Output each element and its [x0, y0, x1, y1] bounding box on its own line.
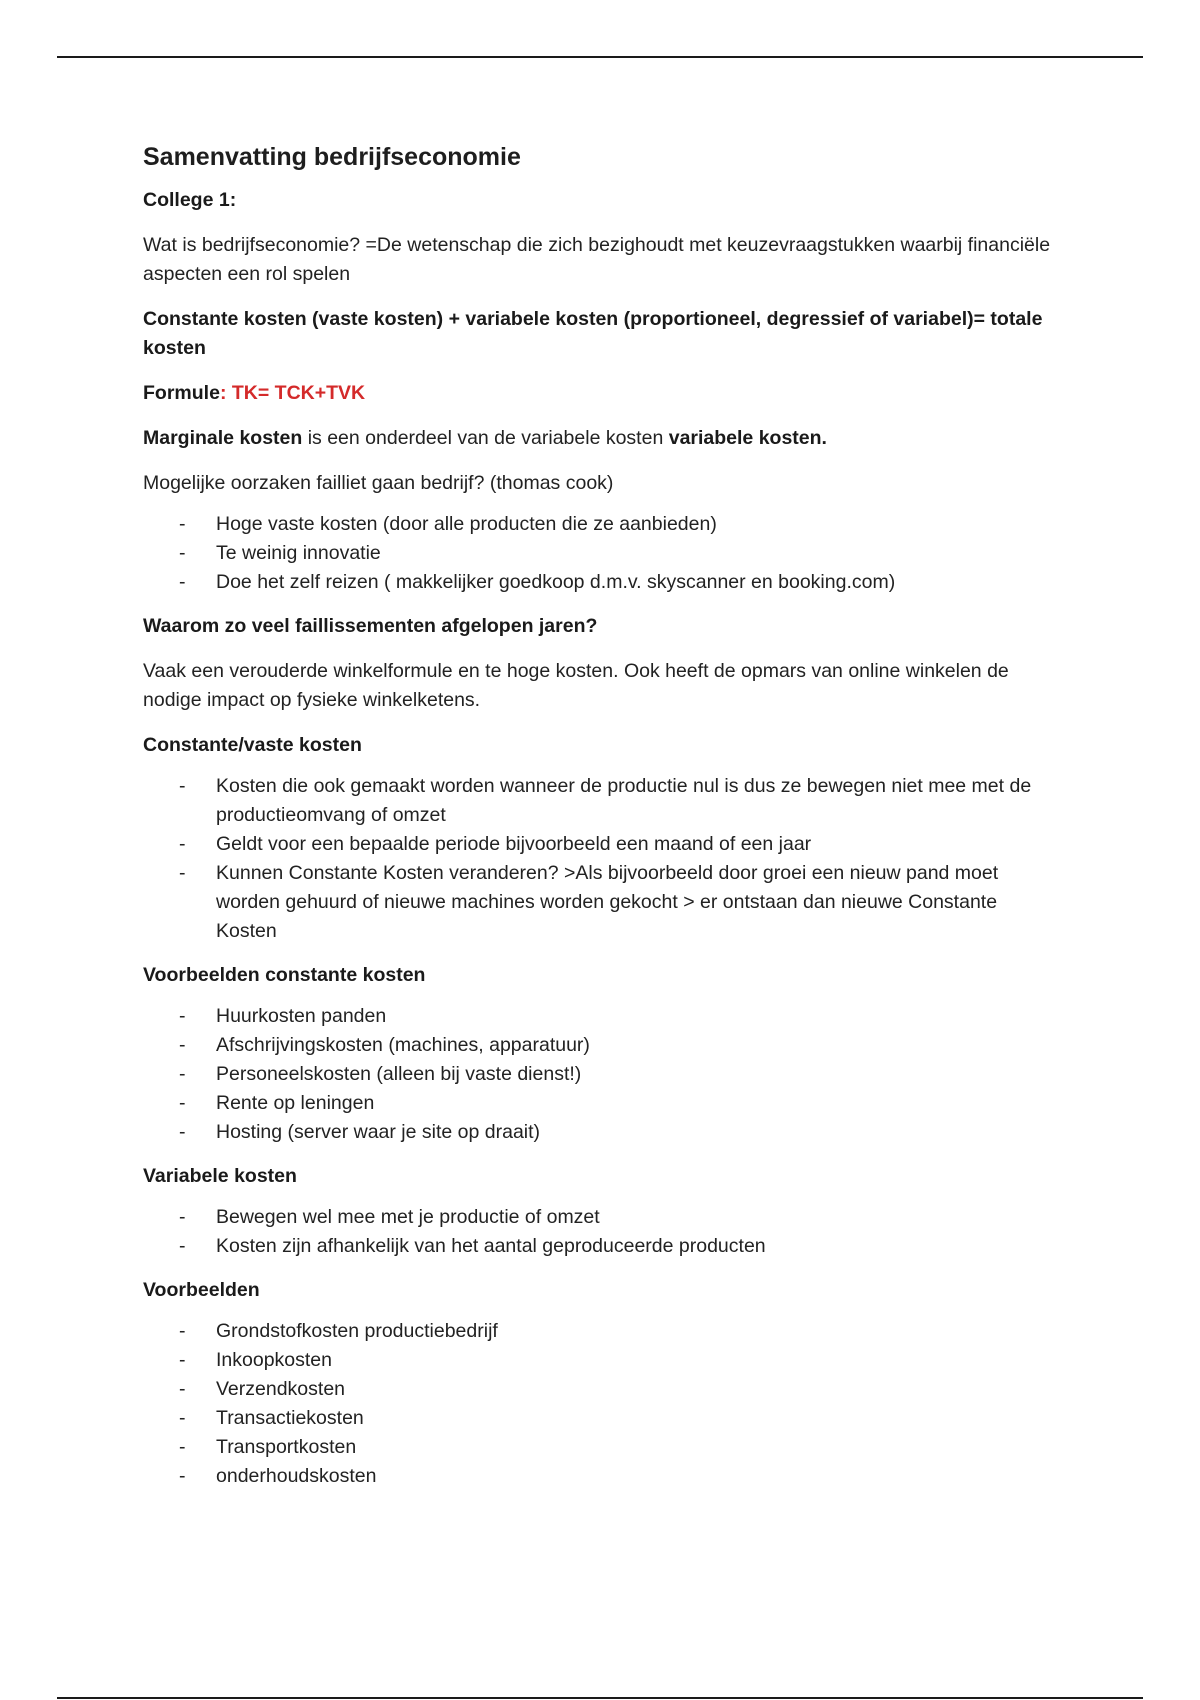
list-item: - Personeelskosten (alleen bij vaste dienst!)	[143, 1060, 1063, 1089]
list-item: - Grondstofkosten productiebedrijf	[143, 1317, 1063, 1346]
list-item: - Kunnen Constante Kosten veranderen? >Als bijvoorbeeld door groei een nieuw pand moet worden gehuurd of nieuwe machines worden gekocht > er ontstaan dan nieuwe Constante Kosten	[143, 859, 1063, 946]
vaste-kosten-heading: Constante/vaste kosten	[143, 734, 362, 756]
variabele-kosten-list	[143, 1203, 1063, 1261]
list-item: - Kosten zijn afhankelijk van het aantal geproduceerde producten	[143, 1232, 1063, 1261]
list-item: - Kosten die ook gemaakt worden wanneer de productie nul is dus ze bewegen niet mee met de productieomvang of omzet	[143, 772, 1063, 830]
list-item: - Transactiekosten	[143, 1404, 1063, 1433]
document-title: Samenvatting bedrijfseconomie	[143, 143, 521, 171]
header-rule	[57, 56, 1143, 58]
voorbeelden-constante-list	[143, 1002, 1063, 1147]
formule-formula: TK= TCK+TVK	[226, 382, 366, 404]
marginale-text: is een onderdeel van de variabele kosten	[302, 427, 669, 449]
list-item: - Verzendkosten	[143, 1375, 1063, 1404]
intro-paragraph: Wat is bedrijfseconomie? =De wetenschap die zich bezighoudt met keuzevraagstukken waarbij financiële aspecten een rol spelen	[143, 234, 1051, 285]
list-item: - Geldt voor een bepaalde periode bijvoorbeeld een maand of een jaar	[143, 830, 1063, 859]
voorbeelden-constante-heading: Voorbeelden constante kosten	[143, 964, 426, 986]
list-item: - Hosting (server waar je site op draait)	[143, 1118, 1063, 1147]
faillissementen-heading: Waarom zo veel faillissementen afgelopen jaren?	[143, 615, 598, 637]
vaste-kosten-list	[143, 772, 1063, 946]
list-item: - Afschrijvingskosten (machines, apparatuur)	[143, 1031, 1063, 1060]
formule-line	[143, 379, 1063, 408]
college-heading: College 1:	[143, 189, 237, 211]
document-body	[143, 140, 1063, 1506]
faillissementen-paragraph: Vaak een verouderde winkelformule en te hoge kosten. Ook heeft de opmars van online winkelen de nodige impact op fysieke winkelketens.	[143, 660, 1009, 711]
constante-formula-line: Constante kosten (vaste kosten) + variabele kosten (proportioneel, degressief of variabel)= totale kosten	[143, 308, 1043, 359]
list-item: - Doe het zelf reizen ( makkelijker goedkoop d.m.v. skyscanner en booking.com)	[143, 568, 1063, 597]
voorbeelden-heading: Voorbeelden	[143, 1279, 260, 1301]
marginale-paragraph	[143, 424, 1063, 453]
list-item: - Bewegen wel mee met je productie of omzet	[143, 1203, 1063, 1232]
formule-colon: :	[219, 382, 227, 404]
formule-label: Formule	[143, 382, 220, 404]
marginale-bold-2: variabele kosten.	[668, 427, 827, 449]
voorbeelden-list	[143, 1317, 1063, 1491]
list-item: - Rente op leningen	[143, 1089, 1063, 1118]
list-item: - onderhoudskosten	[143, 1462, 1063, 1491]
list-item: - Huurkosten panden	[143, 1002, 1063, 1031]
oorzaken-list	[143, 510, 1063, 597]
footer-rule	[57, 1697, 1143, 1699]
marginale-bold-1: Marginale kosten	[143, 427, 303, 449]
list-item: - Te weinig innovatie	[143, 539, 1063, 568]
list-item: - Transportkosten	[143, 1433, 1063, 1462]
list-item: - Inkoopkosten	[143, 1346, 1063, 1375]
variabele-kosten-heading: Variabele kosten	[143, 1165, 297, 1187]
oorzaken-question: Mogelijke oorzaken failliet gaan bedrijf? (thomas cook)	[143, 472, 614, 494]
list-item: - Hoge vaste kosten (door alle producten die ze aanbieden)	[143, 510, 1063, 539]
